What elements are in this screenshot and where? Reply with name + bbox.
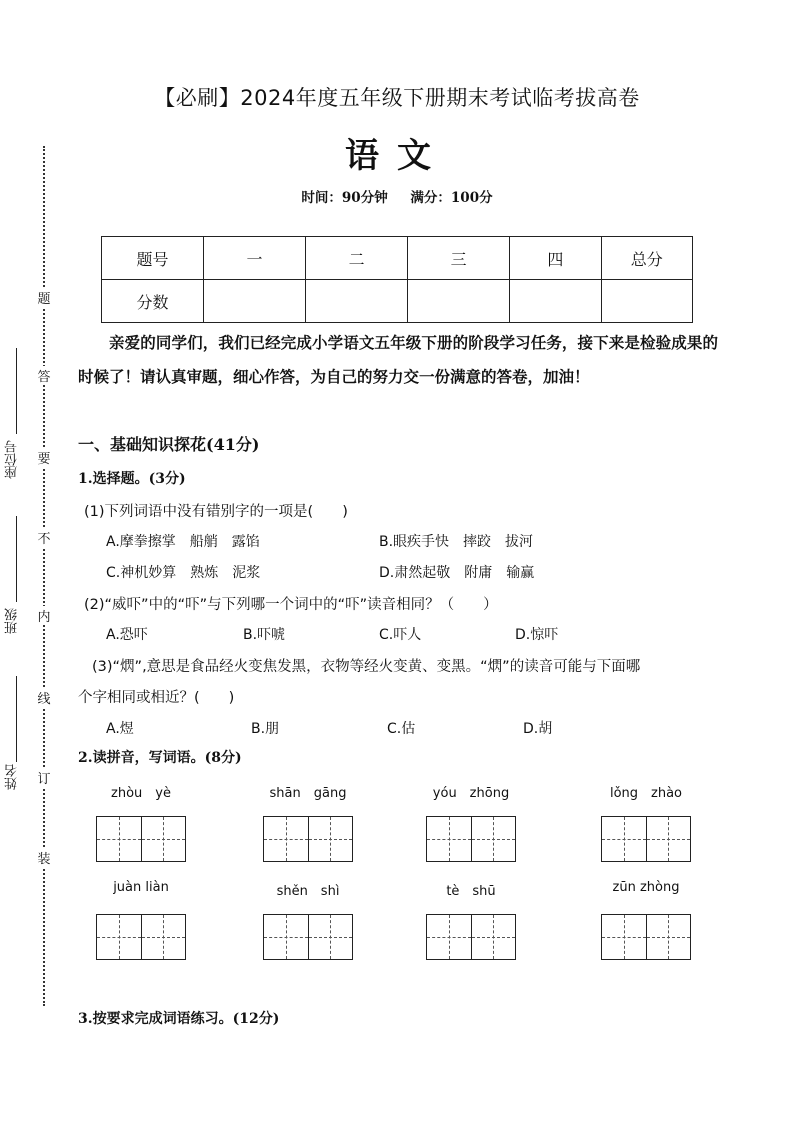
exam-meta: [0, 186, 794, 206]
score-table-cell: 题号: [102, 237, 204, 280]
binding-dotted-line: [43, 146, 45, 1006]
pinyin-prompt: zhòu yè: [111, 786, 171, 801]
writing-grid[interactable]: [263, 816, 353, 862]
question-stem: (1)下列词语中没有错别字的一项是( ): [84, 504, 348, 520]
option-d[interactable]: D.惊吓: [515, 627, 559, 643]
subject-title: 语文: [345, 136, 449, 176]
option-d[interactable]: D.胡: [523, 721, 553, 737]
score-table-cell: 二: [306, 237, 408, 280]
binding-char: 不: [36, 528, 52, 547]
seat-number-label: 座位号: [5, 440, 20, 479]
pinyin-prompt: yóu zhōng: [432, 786, 510, 801]
pinyin-prompt: shěn shì: [276, 884, 340, 899]
section-heading: 一、基础知识探花(41分): [78, 435, 260, 454]
option-c[interactable]: C.估: [387, 721, 416, 737]
writing-grid[interactable]: [263, 914, 353, 960]
writing-grid[interactable]: [96, 816, 186, 862]
option-a[interactable]: A.摩拳擦掌 船艄 露馅: [106, 534, 260, 550]
question-heading: 2.读拼音，写词语。(8分): [78, 750, 242, 766]
option-a[interactable]: A.恐吓: [106, 627, 148, 643]
question-heading: 3.按要求完成词语练习。(12分): [78, 1011, 280, 1027]
score-table-header-row: [102, 237, 693, 280]
score-input-cell[interactable]: [510, 280, 601, 323]
score-table-cell: 三: [408, 237, 510, 280]
score-table-cell: 分数: [102, 280, 204, 323]
writing-grid[interactable]: [426, 914, 516, 960]
binding-char: 要: [36, 448, 52, 467]
binding-char: 订: [36, 768, 52, 787]
score-table-score-row: [102, 280, 693, 323]
question-stem: (2)“威吓”中的“吓”与下列哪一个词中的“吓”读音相同？（ ）: [84, 597, 498, 613]
binding-char: 线: [36, 688, 52, 707]
score-table-cell: 四: [510, 237, 601, 280]
class-label: 班级: [5, 608, 20, 634]
exam-title: 【必刷】2024年度五年级下册期末考试临考拔高卷: [154, 86, 640, 110]
score-table-cell: 总分: [601, 237, 692, 280]
writing-grid[interactable]: [96, 914, 186, 960]
option-c[interactable]: C.神机妙算 熟炼 泥浆: [106, 565, 261, 581]
seat-number-blank[interactable]: [16, 348, 17, 434]
question-heading: 1.选择题。(3分): [78, 471, 186, 487]
score-table-cell: 一: [204, 237, 306, 280]
binding-char: 题: [36, 288, 52, 307]
exam-time: 时间：90分钟: [301, 190, 388, 206]
option-b[interactable]: B.朋: [251, 721, 280, 737]
binding-char: 答: [36, 366, 52, 385]
option-a[interactable]: A.煜: [106, 721, 134, 737]
writing-grid[interactable]: [601, 816, 691, 862]
question-stem: (3)“熌”,意思是食品经火变焦发黑，衣物等经火变黄、变黑。“熌”的读音可能与下面哪: [92, 659, 641, 675]
option-c[interactable]: C.吓人: [379, 627, 422, 643]
writing-grid[interactable]: [601, 914, 691, 960]
pinyin-prompt: zūn zhòng: [612, 880, 680, 895]
score-input-cell[interactable]: [408, 280, 510, 323]
score-input-cell[interactable]: [204, 280, 306, 323]
score-input-cell[interactable]: [601, 280, 692, 323]
option-b[interactable]: B.眼疾手快 摔跤 拔河: [379, 534, 534, 550]
pinyin-prompt: lǒng zhào: [609, 786, 683, 801]
score-table: [101, 236, 693, 323]
name-blank[interactable]: [16, 676, 17, 762]
exam-full-score: 满分：100分: [410, 190, 493, 206]
option-b[interactable]: B.吓唬: [243, 627, 286, 643]
pinyin-prompt: shān gāng: [269, 786, 347, 801]
pinyin-prompt: juàn liàn: [113, 880, 169, 895]
option-d[interactable]: D.肃然起敬 附庸 输赢: [379, 565, 535, 581]
name-label: 姓名: [5, 764, 20, 790]
binding-char: 内: [36, 606, 52, 625]
intro-paragraph: 亲爱的同学们，我们已经完成小学语文五年级下册的阶段学习任务，接下来是检验成果的时候了！请认真审题，细心作答，为自己的努力交一份满意的答卷，加油！: [78, 333, 718, 386]
score-input-cell[interactable]: [306, 280, 408, 323]
question-stem-continued: 个字相同或相近？( ): [78, 690, 235, 706]
binding-char: 装: [36, 848, 52, 867]
pinyin-prompt: tè shū: [446, 884, 496, 899]
writing-grid[interactable]: [426, 816, 516, 862]
class-blank[interactable]: [16, 516, 17, 602]
